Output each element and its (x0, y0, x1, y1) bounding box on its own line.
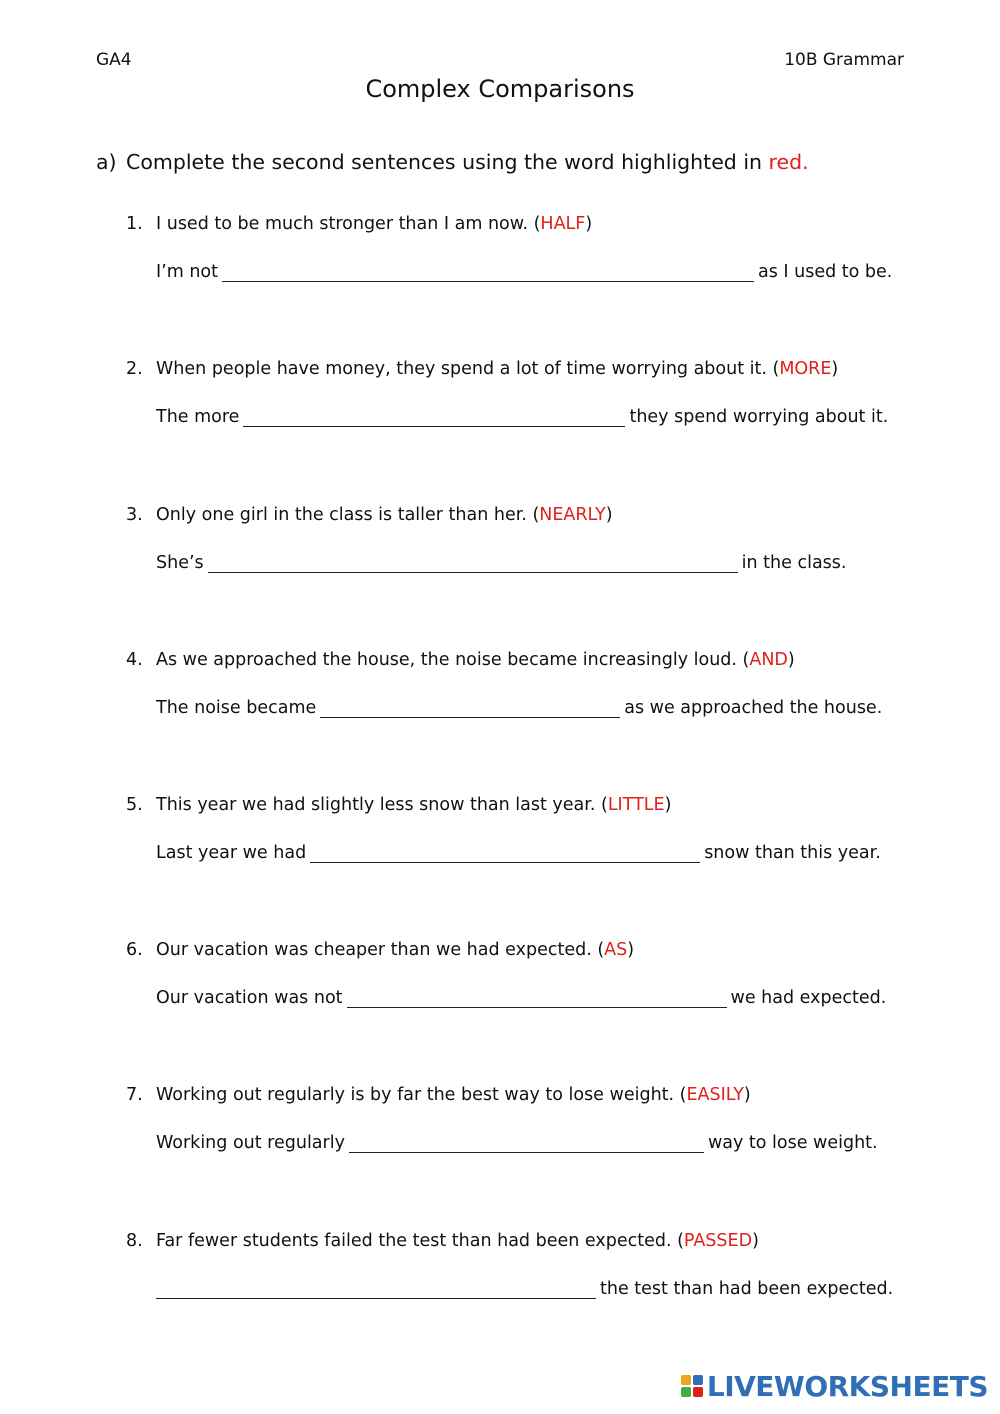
item-answer (156, 1279, 893, 1299)
prompt-close: ) (752, 1231, 759, 1251)
item-number: 2. (126, 359, 143, 379)
item-answer (156, 1133, 878, 1153)
liveworksheets-logo[interactable] (681, 1366, 988, 1406)
instruction-text: Complete the second sentences using the word highlighted in (126, 150, 769, 174)
item-prompt (156, 359, 838, 379)
answer-lead: The more (156, 407, 240, 427)
prompt-text: Working out regularly is by far the best way to lose weight. ( (156, 1085, 687, 1105)
keyword: HALF (540, 214, 586, 234)
prompt-close: ) (585, 214, 593, 234)
keyword: LITTLE (607, 795, 665, 815)
prompt-text: Far fewer students failed the test than had been expected. ( (156, 1231, 684, 1251)
prompt-text: Our vacation was cheaper than we had expected. ( (156, 940, 605, 960)
answer-tail: way to lose weight. (707, 1133, 878, 1153)
answer-blank-3[interactable] (208, 554, 738, 573)
instruction (96, 150, 809, 174)
answer-tail: as I used to be. (758, 262, 893, 282)
answer-blank-7[interactable] (349, 1134, 704, 1153)
item-prompt (156, 505, 613, 525)
keyword: NEARLY (539, 505, 606, 525)
answer-tail: in the class. (741, 553, 847, 573)
answer-tail: we had expected. (730, 988, 887, 1008)
answer-blank-8[interactable] (156, 1280, 596, 1299)
prompt-text: When people have money, they spend a lot of time worrying about it. ( (156, 359, 780, 379)
answer-lead: The noise became (156, 698, 317, 718)
liveworksheets-logo-icon (681, 1375, 703, 1397)
prompt-text: Only one girl in the class is taller than her. ( (156, 505, 540, 525)
prompt-close: ) (664, 795, 672, 815)
prompt-text: This year we had slightly less snow than last year. ( (156, 795, 608, 815)
prompt-close: ) (831, 359, 839, 379)
item-answer (156, 407, 888, 427)
item-prompt (156, 1085, 751, 1105)
item-answer (156, 988, 886, 1008)
item-number: 1. (126, 214, 143, 234)
answer-tail: the test than had been expected. (600, 1279, 894, 1299)
answer-lead: She’s (156, 553, 204, 573)
instruction-highlight: red. (768, 150, 809, 174)
item-number: 6. (126, 940, 143, 960)
answer-lead: Working out regularly (156, 1133, 345, 1153)
keyword: AND (749, 650, 788, 670)
prompt-close: ) (605, 505, 613, 525)
header-right-label: 10B Grammar (784, 50, 904, 70)
item-prompt (156, 1231, 759, 1251)
answer-blank-5[interactable] (310, 844, 700, 863)
keyword: MORE (779, 359, 832, 379)
prompt-close: ) (743, 1085, 751, 1105)
item-prompt (156, 214, 592, 234)
liveworksheets-logo-text: LIVEWORKSHEETS (706, 1369, 988, 1403)
item-number: 8. (126, 1231, 143, 1251)
keyword: EASILY (686, 1085, 744, 1105)
keyword: PASSED (683, 1231, 753, 1251)
item-number: 3. (126, 505, 143, 525)
item-number: 4. (126, 650, 143, 670)
prompt-close: ) (787, 650, 795, 670)
answer-blank-1[interactable] (222, 263, 754, 282)
item-prompt (156, 650, 795, 670)
answer-blank-2[interactable] (243, 408, 625, 427)
answer-tail: as we approached the house. (624, 698, 883, 718)
answer-tail: they spend worrying about it. (629, 407, 889, 427)
answer-tail: snow than this year. (704, 843, 881, 863)
answer-blank-4[interactable] (320, 699, 620, 718)
item-answer (156, 553, 846, 573)
keyword: AS (604, 940, 628, 960)
prompt-text: I used to be much stronger than I am now. ( (156, 214, 541, 234)
answer-lead: Our vacation was not (156, 988, 343, 1008)
item-answer (156, 262, 892, 282)
answer-blank-6[interactable] (347, 989, 727, 1008)
instruction-marker: a) (96, 150, 117, 174)
item-answer (156, 843, 881, 863)
answer-lead: I’m not (156, 262, 218, 282)
item-prompt (156, 795, 671, 815)
answer-lead: Last year we had (156, 843, 307, 863)
item-prompt (156, 940, 634, 960)
item-number: 7. (126, 1085, 143, 1105)
prompt-close: ) (627, 940, 635, 960)
item-answer (156, 698, 882, 718)
prompt-text: As we approached the house, the noise became increasingly loud. ( (156, 650, 750, 670)
item-number: 5. (126, 795, 143, 815)
header-left-label: GA4 (96, 50, 132, 70)
page-title: Complex Comparisons (365, 75, 635, 103)
